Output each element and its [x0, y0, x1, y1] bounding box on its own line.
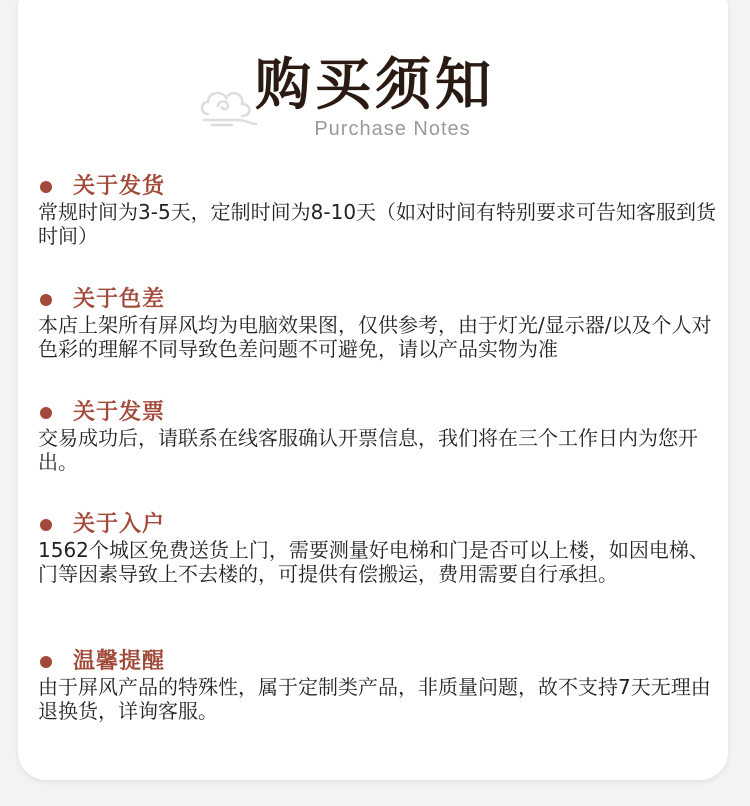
bullet-dot-icon — [40, 519, 52, 531]
section-invoice — [38, 398, 718, 474]
section-body: 由于屏风产品的特殊性，属于定制类产品，非质量问题，故不支持7天无理由退换货，详询客服。 — [38, 675, 711, 723]
section-delivery-to-home — [38, 510, 718, 586]
page-subtitle: Purchase Notes — [314, 118, 471, 140]
section-title: 关于色差 — [73, 287, 166, 312]
section-title: 关于发票 — [73, 400, 166, 425]
bullet-dot-icon — [40, 294, 52, 306]
section-title: 关于发货 — [73, 174, 166, 199]
bullet-dot-icon — [40, 407, 52, 419]
section-reminder — [38, 647, 718, 723]
section-body: 常规时间为3-5天，定制时间为8-10天（如对时间有特别要求可告知客服到货时间） — [38, 200, 717, 248]
section-body: 本店上架所有屏风均为电脑效果图，仅供参考，由于灯光/显示器/以及个人对色彩的理解不同导致色差问题不可避免，请以产品实物为准 — [38, 313, 712, 361]
bullet-dot-icon — [40, 656, 52, 668]
section-title: 关于入户 — [73, 512, 166, 537]
bullet-dot-icon — [40, 181, 52, 193]
section-color-difference — [38, 285, 718, 361]
header — [0, 0, 750, 150]
page-title: 购买须知 — [255, 52, 495, 118]
section-title: 温馨提醒 — [73, 649, 166, 674]
section-body: 1562个城区免费送货上门，需要测量好电梯和门是否可以上楼，如因电梯、门等因素导致上不去楼的，可提供有偿搬运，费用需要自行承担。 — [38, 538, 709, 586]
section-shipping — [38, 172, 718, 248]
section-body: 交易成功后，请联系在线客服确认开票信息，我们将在三个工作日内为您开出。 — [38, 426, 698, 474]
